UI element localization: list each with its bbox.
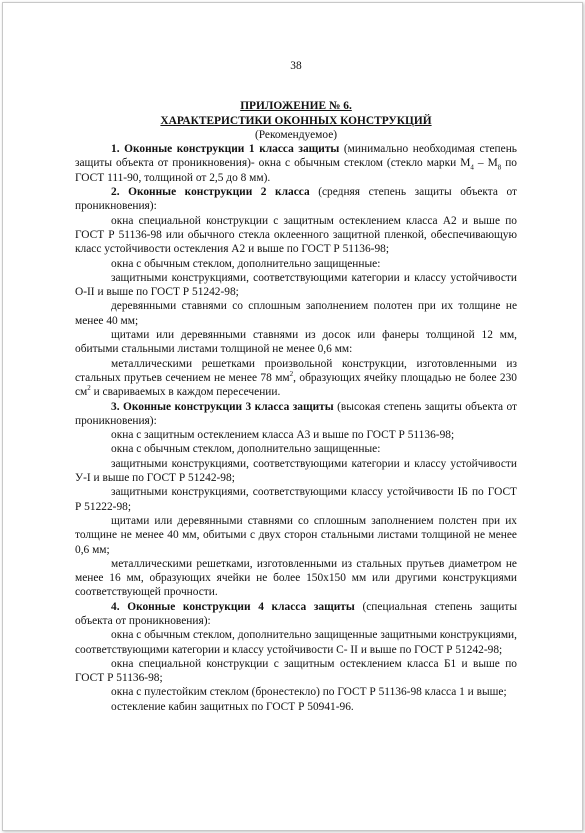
page-number: 38 xyxy=(290,60,302,72)
section-1-sub-b: 8 xyxy=(497,163,502,172)
recommended-note: (Рекомендуемое) xyxy=(254,128,338,141)
section-3-item: защитными конструкциями, соответствующими классу устойчивости IБ по ГОСТ Р 51222-98; xyxy=(75,486,517,513)
document-body xyxy=(75,59,517,714)
section-4-heading: 4. Оконные конструкции 4 класса защиты xyxy=(111,600,355,613)
section-1-heading: 1. Оконные конструкции 1 класса защиты xyxy=(111,143,340,156)
section-1-text-a: (минимально необходимая степень защиты объекта от проникновения)- окна с обычным стеклом (стекло марки М xyxy=(75,143,517,170)
section-2-item: защитными конструкциями, соответствующими категории и классу устойчивости О-II и выше по ГОСТ Р 51242-98; xyxy=(75,271,517,299)
section-4-item: окна с пулестойким стеклом (бронестекло) по ГОСТ Р 51136-98 класса 1 и выше; xyxy=(111,686,507,699)
section-2-heading: 2. Оконные конструкции 2 класса xyxy=(111,186,310,199)
section-2-paragraph xyxy=(75,185,517,214)
document-page xyxy=(2,2,583,831)
main-title: ХАРАКТЕРИСТИКИ ОКОННЫХ КОНСТРУКЦИЙ xyxy=(160,114,432,127)
section-3-item: защитными конструкциями, соответствующими категории и классу устойчивости У-I и выше по ГОСТ Р 51242-98; xyxy=(75,457,517,485)
section-3-heading: 3. Оконные конструкции 3 класса защиты xyxy=(111,400,334,413)
section-2-item: деревянными ставнями со сплошным заполнением полотен при их толщине не менее 40 мм; xyxy=(75,300,517,327)
section-3-item: окна с защитным остеклением класса А3 и выше по ГОСТ Р 51136-98; xyxy=(111,429,455,442)
appendix-title: ПРИЛОЖЕНИЕ № 6. xyxy=(240,100,352,113)
section-2-item: щитами или деревянными ставнями из досок или фанеры толщиной 12 мм, обитыми стальными листами толщиной не менее 0,6 мм: xyxy=(75,329,517,356)
grilles-sup-1: 2 xyxy=(289,370,294,379)
section-3-item: окна с обычным стеклом, дополнительно защищенные: xyxy=(111,443,381,456)
section-4-item: окна специальной конструкции с защитным остеклением класса Б1 и выше по ГОСТ Р 51136-98; xyxy=(75,657,517,685)
grilles-text-b: , образующих ячейку площадью не более 230 см xyxy=(75,371,517,399)
section-2-intro: (средняя степень защиты объекта от проникновения): xyxy=(75,186,518,213)
section-2-item-grilles xyxy=(75,357,517,400)
section-4-paragraph xyxy=(75,600,517,629)
section-1-sub-a: 4 xyxy=(470,163,474,172)
grilles-text-c: и свариваемых в каждом пересечении. xyxy=(90,386,281,399)
section-4-intro: (специальная степень защиты объекта от проникновения): xyxy=(75,600,517,627)
section-2-item: окна с обычным стеклом, дополнительно защищенные: xyxy=(111,257,381,270)
section-3-item: металлическими решетками, изготовленными из стальных прутьев диаметром не менее 16 мм, образующих ячейки не более 150х150 мм или другими конструкциями соответствующей прочности. xyxy=(75,557,517,599)
section-3-intro: (высокая степень защиты объекта от проникновения): xyxy=(75,400,517,427)
section-4-item: окна с обычным стеклом, дополнительно защищенные защитными конструкциями, соответствующими категории и классу устойчивости С- II и выше по ГОСТ Р 51242-98; xyxy=(75,629,517,656)
section-1-paragraph xyxy=(75,142,517,185)
section-2-item: окна специальной конструкции с защитным остеклением класса А2 и выше по ГОСТ Р 51136-98 или обычного стекла оклеенного защитной пленкой, обеспечивающую класс устойчивости остекления А2 и выше по ГОСТ Р 51136-98; xyxy=(75,214,517,256)
section-4-item: остекление кабин защитных по ГОСТ Р 50941-96. xyxy=(111,700,354,713)
section-1-text-c: по ГОСТ 111-90, толщиной от 2,5 до 8 мм). xyxy=(75,157,517,184)
section-3-item: щитами или деревянными ставнями со сплошным заполнением полстен при их толщине не менее 40 мм, обитыми с двух сторон стальными листами толщиной не менее 0,6 мм; xyxy=(75,514,517,556)
grilles-sup-2: 2 xyxy=(87,384,91,393)
section-1-text-b: – М xyxy=(473,157,498,170)
grilles-text-a: металлическими решетками произвольной конструкции, изготовленными из стальных прутьев сечением не менее 78 мм xyxy=(75,357,517,384)
section-3-paragraph xyxy=(75,400,517,429)
